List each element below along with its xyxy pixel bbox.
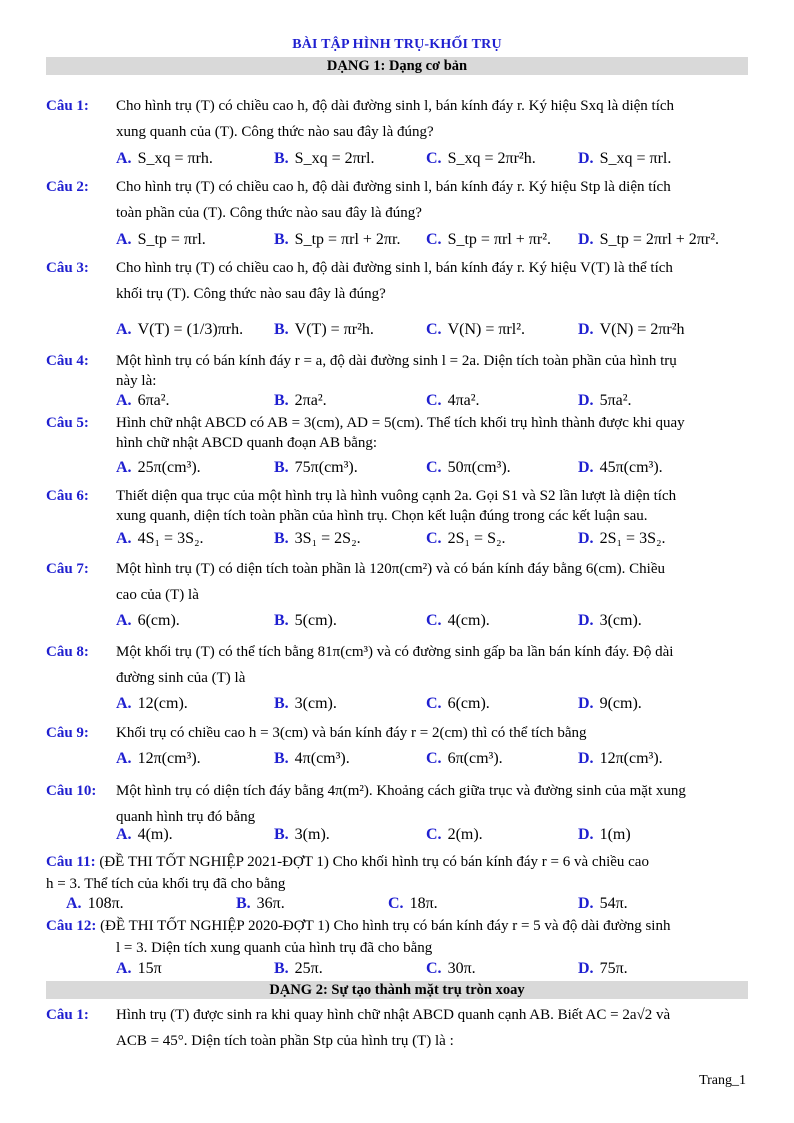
question-label: Câu 12: — [46, 918, 97, 934]
question-text — [116, 724, 748, 750]
options-11: A. 108π. B. 36π. C. 18π. D. 54π. — [66, 895, 628, 912]
option-a[interactable]: 12π(cm³). — [137, 750, 201, 767]
question-line: h = 3. Thể tích của khối trụ đã cho bằng — [46, 876, 286, 892]
option-b[interactable]: S_tp = πrl + 2πr. — [294, 231, 401, 248]
question-line: này là: — [116, 373, 157, 389]
question-line: ACB = 45°. Diện tích toàn phần Stp của hình trụ (T) là : — [116, 1033, 454, 1049]
options-9: A. 12π(cm³). B. 4π(cm³). C. 6π(cm³). D. 12π(cm³). — [116, 750, 663, 767]
option-d[interactable]: 9(cm). — [599, 695, 642, 712]
option-a[interactable]: S_xq = πrh. — [137, 150, 213, 167]
option-b[interactable]: 2πa². — [294, 392, 327, 409]
section-header-1: DẠNG 1: Dạng cơ bản — [46, 57, 748, 75]
option-d[interactable]: 75π. — [599, 960, 628, 977]
option-d[interactable]: S_tp = 2πrl + 2πr². — [599, 231, 720, 248]
options-6: A. 4S₁ = 3S₂. B. 3S₁ = 2S₂. C. 2S₁ = S₂. D. 2S₁ = 3S₂. — [116, 530, 666, 547]
options-2: A. S_tp = πrl. B. S_tp = πrl + 2πr. C. S_tp = πrl + πr². D. S_tp = 2πrl + 2πr². — [116, 231, 720, 248]
option-b[interactable]: 36π. — [256, 895, 285, 912]
question-text — [116, 259, 748, 311]
question-line: Hình trụ (T) được sinh ra khi quay hình chữ nhật ABCD quanh cạnh AB. Biết AC = 2a√2 và — [116, 1007, 671, 1023]
options-12: A. 15π B. 25π. C. 30π. D. 75π. — [116, 960, 628, 977]
option-c[interactable]: S_tp = πrl + πr². — [447, 231, 552, 248]
option-a[interactable]: 12(cm). — [137, 695, 188, 712]
options-1: A. S_xq = πrh. B. S_xq = 2πrl. C. S_xq = 2πr²h. D. S_xq = πrl. — [116, 150, 672, 167]
question-label: Câu 11: — [46, 854, 96, 870]
question-line: (ĐỀ THI TỐT NGHIỆP 2020-ĐỢT 1) Cho hình trụ có bán kính đáy r = 5 và độ dài đường sinh — [100, 918, 671, 934]
question-line: Một hình trụ có diện tích đáy bằng 4π(m²). Khoảng cách giữa trục và đường sinh của mặt xung — [116, 783, 686, 799]
question-text — [116, 414, 748, 454]
option-c[interactable]: 2S₁ = S₂. — [447, 530, 506, 547]
question-line: Cho hình trụ (T) có chiều cao h, độ dài đường sinh l, bán kính đáy r. Ký hiệu Sxq là diện tích — [116, 98, 675, 114]
question-label: Câu 5: — [46, 415, 89, 431]
option-d[interactable]: 1(m) — [599, 826, 631, 843]
option-d[interactable]: S_xq = πrl. — [599, 150, 672, 167]
option-b[interactable]: 5(cm). — [294, 612, 337, 629]
question-text — [116, 643, 748, 695]
question-line: Hình chữ nhật ABCD có AB = 3(cm), AD = 5(cm). Thể tích khối trụ hình thành được khi quay — [116, 415, 685, 431]
question-line: đường sinh của (T) là — [116, 670, 246, 686]
question-text — [116, 487, 748, 527]
options-10: A. 4(m). B. 3(m). C. 2(m). D. 1(m) — [116, 826, 631, 843]
option-b[interactable]: V(T) = πr²h. — [294, 321, 374, 338]
question-line: l = 3. Diện tích xung quanh của hình trụ đã cho bằng — [116, 940, 433, 956]
question-label: Câu 3: — [46, 260, 89, 276]
question-line: khối trụ (T). Công thức nào sau đây là đúng? — [116, 286, 386, 302]
option-a[interactable]: S_tp = πrl. — [137, 231, 206, 248]
option-d[interactable]: 54π. — [599, 895, 628, 912]
question-line: quanh hình trụ đó bằng — [116, 809, 256, 825]
options-7: A. 6(cm). B. 5(cm). C. 4(cm). D. 3(cm). — [116, 612, 642, 629]
option-a[interactable]: 108π. — [87, 895, 124, 912]
option-c[interactable]: 18π. — [409, 895, 438, 912]
option-d[interactable]: 3(cm). — [599, 612, 642, 629]
question-line: xung quanh của (T). Công thức nào sau đây là đúng? — [116, 124, 434, 140]
question-text — [46, 917, 748, 959]
option-d[interactable]: V(N) = 2πr²h — [599, 321, 685, 338]
option-c[interactable]: 4(cm). — [447, 612, 490, 629]
question-line: Khối trụ có chiều cao h = 3(cm) và bán kính đáy r = 2(cm) thì có thể tích bằng — [116, 725, 587, 741]
option-b[interactable]: S_xq = 2πrl. — [294, 150, 375, 167]
option-b[interactable]: 75π(cm³). — [294, 459, 358, 476]
option-d[interactable]: 2S₁ = 3S₂. — [599, 530, 666, 547]
options-4: A. 6πa². B. 2πa². C. 4πa². D. 5πa². — [116, 392, 632, 409]
options-3: A. V(T) = (1/3)πrh. B. V(T) = πr²h. C. V(N) = πrl². D. V(N) = 2πr²h — [116, 321, 685, 338]
question-line: hình chữ nhật ABCD quanh đoạn AB bằng: — [116, 435, 378, 451]
question-label: Câu 10: — [46, 783, 97, 799]
question-line: xung quanh, diện tích toàn phần của hình trụ. Chọn kết luận đúng trong các kết luận sau. — [116, 508, 648, 524]
question-line: cao của (T) là — [116, 587, 199, 603]
option-b[interactable]: 3(m). — [294, 826, 330, 843]
question-line: Một hình trụ có bán kính đáy r = a, độ dài đường sinh l = 2a. Diện tích toàn phần của hình trụ — [116, 353, 677, 369]
question-line: Một hình trụ (T) có diện tích toàn phần là 120π(cm²) và có bán kính đáy bằng 6(cm). Chiều — [116, 561, 666, 577]
question-line: toàn phần của (T). Công thức nào sau đây là đúng? — [116, 205, 422, 221]
option-c[interactable]: V(N) = πrl². — [447, 321, 525, 338]
option-c[interactable]: 6(cm). — [447, 695, 490, 712]
option-a[interactable]: V(T) = (1/3)πrh. — [137, 321, 244, 338]
option-a[interactable]: 15π — [137, 960, 162, 977]
option-d[interactable]: 12π(cm³). — [599, 750, 663, 767]
options-8: A. 12(cm). B. 3(cm). C. 6(cm). D. 9(cm). — [116, 695, 642, 712]
question-text — [116, 97, 748, 149]
question-line: Một khối trụ (T) có thể tích bằng 81π(cm³) và có đường sinh gấp ba lần bán kính đáy. Độ dài — [116, 644, 674, 660]
option-b[interactable]: 3S₁ = 2S₂. — [294, 530, 361, 547]
option-c[interactable]: 4πa². — [447, 392, 480, 409]
question-label: Câu 9: — [46, 725, 89, 741]
question-line: (ĐỀ THI TỐT NGHIỆP 2021-ĐỢT 1) Cho khối hình trụ có bán kính đáy r = 6 và chiều cao — [99, 854, 649, 870]
option-d[interactable]: 5πa². — [599, 392, 632, 409]
option-c[interactable]: 50π(cm³). — [447, 459, 511, 476]
option-d[interactable]: 45π(cm³). — [599, 459, 663, 476]
question-text — [116, 1006, 748, 1058]
option-c[interactable]: 6π(cm³). — [447, 750, 503, 767]
question-line: Cho hình trụ (T) có chiều cao h, độ dài đường sinh l, bán kính đáy r. Ký hiệu V(T) là thể tích — [116, 260, 673, 276]
option-a[interactable]: 4(m). — [137, 826, 173, 843]
question-text — [116, 782, 748, 828]
document-title: BÀI TẬP HÌNH TRỤ-KHỐI TRỤ — [292, 37, 502, 52]
option-c[interactable]: 30π. — [447, 960, 476, 977]
question-text — [116, 178, 748, 230]
question-text — [46, 853, 748, 895]
question-label: Câu 1: — [46, 98, 89, 114]
question-label: Câu 7: — [46, 561, 89, 577]
section-header-2: DẠNG 2: Sự tạo thành mặt trụ tròn xoay — [46, 981, 748, 999]
question-line: Cho hình trụ (T) có chiều cao h, độ dài đường sinh l, bán kính đáy r. Ký hiệu Stp là diện tích — [116, 179, 671, 195]
option-a[interactable]: 25π(cm³). — [137, 459, 201, 476]
question-label: Câu 4: — [46, 353, 89, 369]
question-line: Thiết diện qua trục của một hình trụ là hình vuông cạnh 2a. Gọi S1 và S2 lần lượt là diện tích — [116, 488, 677, 504]
question-label: Câu 2: — [46, 179, 89, 195]
question-text — [116, 560, 748, 612]
option-a[interactable]: 6(cm). — [137, 612, 180, 629]
options-5: A. 25π(cm³). B. 75π(cm³). C. 50π(cm³). D. 45π(cm³). — [116, 459, 663, 476]
option-a[interactable]: 4S₁ = 3S₂. — [137, 530, 204, 547]
question-label: Câu 1: — [46, 1007, 89, 1023]
option-c[interactable]: 2(m). — [447, 826, 483, 843]
question-label: Câu 6: — [46, 488, 89, 504]
question-label: Câu 8: — [46, 644, 89, 660]
option-a[interactable]: 6πa². — [137, 392, 170, 409]
option-b[interactable]: 4π(cm³). — [294, 750, 350, 767]
page-number: Trang_1 — [699, 1073, 746, 1088]
question-text — [116, 352, 748, 392]
option-c[interactable]: S_xq = 2πr²h. — [447, 150, 536, 167]
option-b[interactable]: 3(cm). — [294, 695, 337, 712]
option-b[interactable]: 25π. — [294, 960, 323, 977]
